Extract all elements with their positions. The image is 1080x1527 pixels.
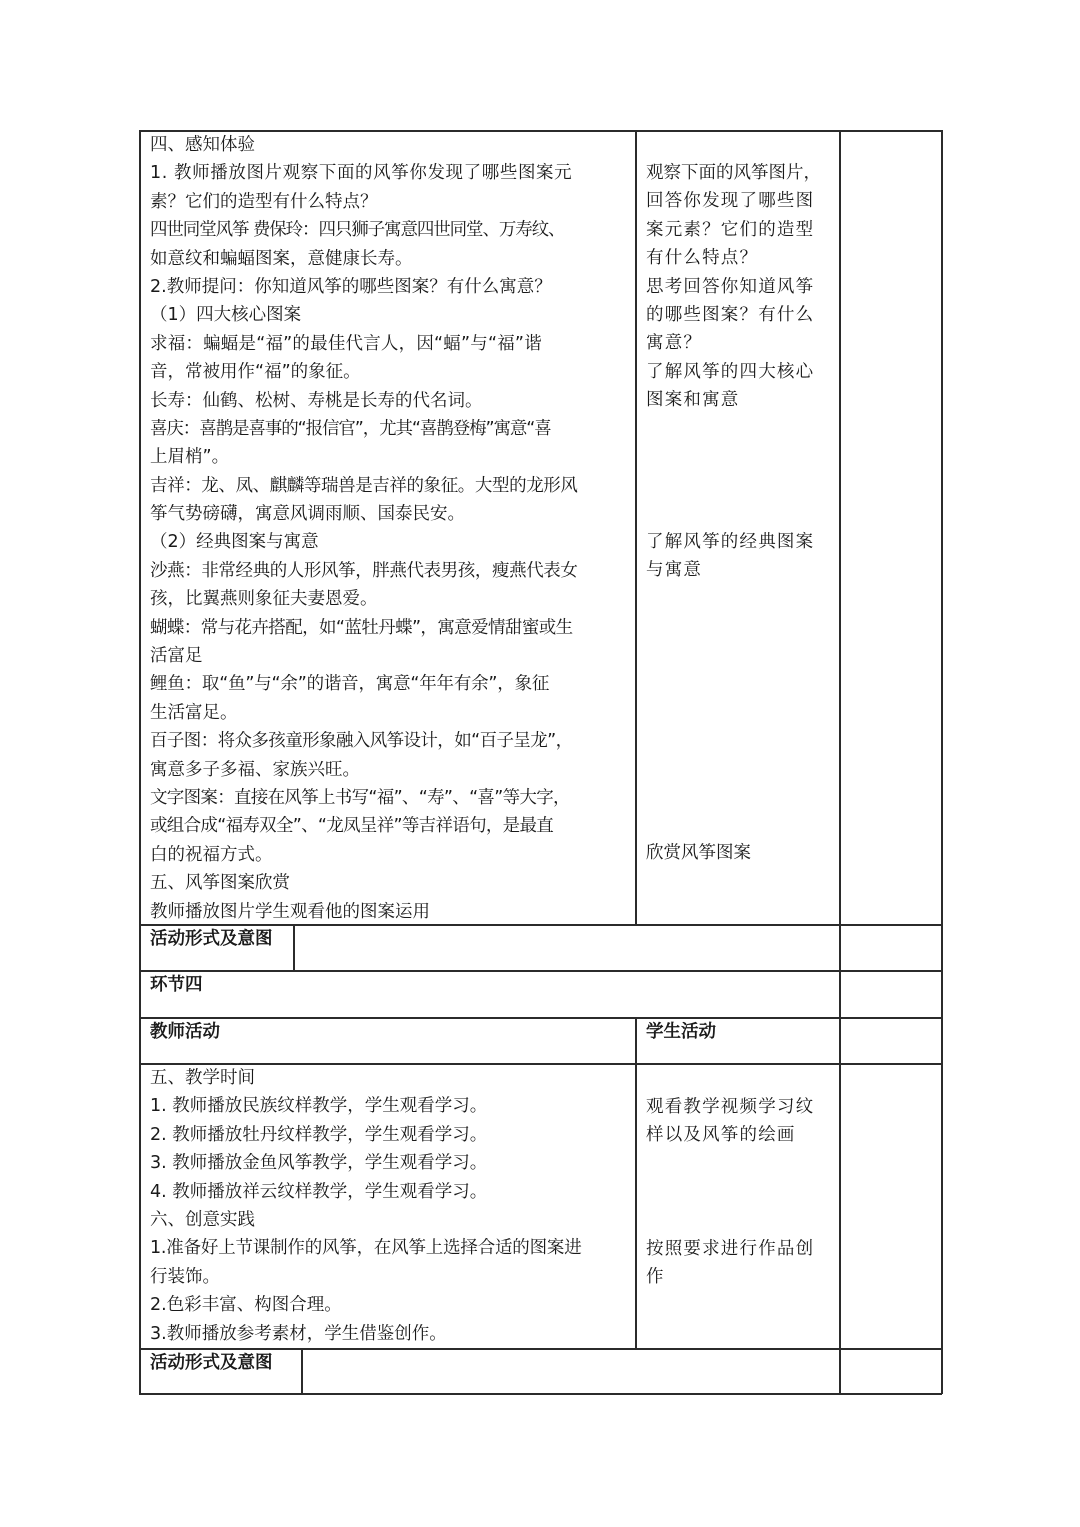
section-heading: 五、教学时间 bbox=[150, 1068, 255, 1088]
text-line: 音，常被用作“福”的象征。 bbox=[150, 362, 361, 383]
text-line: 2.色彩丰富、构图合理。 bbox=[150, 1295, 342, 1316]
activity-form-divider bbox=[301, 1348, 303, 1394]
text-line: 筝气势磅礴，寓意风调雨顺、国泰民安。 bbox=[150, 504, 465, 525]
table-divider bbox=[139, 970, 942, 972]
section-heading: 五、风筝图案欣赏 bbox=[150, 873, 290, 894]
text-line: 四世同堂风筝 费保玲：四只狮子寓意四世同堂、万寿纹、 bbox=[150, 220, 565, 241]
text-line: 寓意多子多福、家族兴旺。 bbox=[150, 759, 360, 780]
text-line: 3.教师播放参考素材，学生借鉴创作。 bbox=[150, 1323, 447, 1344]
table-border-bottom bbox=[139, 1393, 942, 1395]
text-line: 欣赏风筝图案 bbox=[646, 843, 751, 863]
text-line: 了解风筝的四大核心 bbox=[646, 361, 815, 382]
text-line: 孩，比翼燕则象征夫妻恩爱。 bbox=[150, 589, 378, 610]
text-line: 百子图：将众多孩童形象融入风筝设计，如“百子呈龙”， bbox=[150, 731, 573, 752]
text-line: 思考回答你知道风筝 bbox=[646, 276, 815, 297]
student-activity-perception bbox=[646, 159, 832, 415]
text-line: 案元素？它们的造型 bbox=[646, 219, 815, 240]
teacher-activity-practice bbox=[150, 1064, 627, 1348]
list-item: 4. 教师播放祥云纹样教学，学生观看学习。 bbox=[150, 1181, 488, 1202]
text-line: 吉祥：龙、凤、麒麟等瑞兽是吉祥的象征。大型的龙形风 bbox=[150, 475, 578, 496]
teacher-activity-header: 教师活动 bbox=[150, 1022, 220, 1042]
activity-form-label: 活动形式及意图 bbox=[150, 1353, 273, 1373]
text-line: 喜庆：喜鹊是喜事的“报信官”，尤其“喜鹊登梅”寓意“喜 bbox=[150, 418, 551, 439]
text-line: 生活富足。 bbox=[150, 702, 238, 723]
subsection-heading: （1）四大核心图案 bbox=[150, 305, 302, 326]
text-line: 与寓意 bbox=[646, 560, 703, 581]
text-line: 了解风筝的经典图案 bbox=[646, 532, 815, 552]
column-divider-student bbox=[635, 1017, 637, 1349]
text-line: 按照要求进行作品创 bbox=[646, 1239, 815, 1259]
text-line: 素？它们的造型有什么特点？ bbox=[150, 191, 378, 212]
activity-form-label: 活动形式及意图 bbox=[150, 929, 273, 949]
text-line: 观看教学视频学习纹 bbox=[646, 1097, 815, 1117]
activity-form-divider bbox=[293, 924, 295, 971]
student-activity-create bbox=[646, 1235, 832, 1292]
text-line: 回答你发现了哪些图 bbox=[646, 191, 815, 212]
text-line: 的哪些图案？有什么 bbox=[646, 304, 815, 325]
table-border-right bbox=[941, 130, 943, 1394]
column-divider-student bbox=[635, 130, 637, 925]
text-line: 有什么特点？ bbox=[646, 248, 759, 269]
column-divider-notes bbox=[839, 130, 841, 1394]
section-heading: 六、创意实践 bbox=[150, 1209, 255, 1230]
text-line: 图案和寓意 bbox=[646, 390, 740, 411]
text-line: 文字图案：直接在风筝上书写“福”、“寿”、“喜”等大字， bbox=[150, 787, 570, 808]
text-line-content: 1. 教师播放图片观察下面的风筝你发现了哪些图案元 bbox=[150, 163, 573, 184]
subsection-heading: （2）经典图案与寓意 bbox=[150, 532, 319, 553]
table-border-left bbox=[139, 130, 141, 1394]
text-line: 如意纹和蝙蝠图案，意健康长寿。 bbox=[150, 248, 413, 269]
text-line: 或组合成“福寿双全”、“龙凤呈祥”等吉祥语句，是最直 bbox=[150, 816, 554, 837]
text-line: 沙燕：非常经典的人形风筝，胖燕代表男孩，瘦燕代表女 bbox=[150, 560, 578, 581]
section-heading: 四、感知体验 bbox=[150, 135, 255, 155]
text-line: 活富足 bbox=[150, 646, 203, 667]
text-line: 鲤鱼：取“鱼”与“余”的谐音，寓意“年年有余”，象征 bbox=[150, 674, 550, 695]
teacher-activity-perception bbox=[150, 131, 627, 926]
list-item: 3. 教师播放金鱼风筝教学，学生观看学习。 bbox=[150, 1153, 488, 1174]
table-divider bbox=[139, 1017, 942, 1019]
text-line: 2.教师提问：你知道风筝的哪些图案？有什么寓意？ bbox=[150, 276, 552, 297]
text-line: 教师播放图片学生观看他的图案运用 bbox=[150, 901, 430, 922]
text-line: 观察下面的风筝图片， bbox=[646, 163, 821, 183]
student-activity-header: 学生活动 bbox=[646, 1022, 716, 1042]
text-line: 寓意？ bbox=[646, 333, 703, 354]
text-line: 行装饰。 bbox=[150, 1266, 220, 1287]
text-line: 长寿：仙鹤、松树、寿桃是长寿的代名词。 bbox=[150, 390, 483, 411]
student-activity-appreciate bbox=[646, 839, 832, 867]
text-line: 上眉梢”。 bbox=[150, 447, 230, 468]
text-line: 白的祝福方式。 bbox=[150, 844, 273, 865]
text-line: 样以及风筝的绘画 bbox=[646, 1125, 796, 1146]
text-line: 蝴蝶：常与花卉搭配，如“蓝牡丹蝶”，寓意爱情甜蜜或生 bbox=[150, 617, 573, 638]
student-activity-classic bbox=[646, 528, 832, 585]
text-line: 求福：蝙蝠是“福”的最佳代言人，因“蝠”与“福”谐 bbox=[150, 333, 542, 354]
list-item: 1. 教师播放民族纹样教学，学生观看学习。 bbox=[150, 1096, 488, 1117]
text-line bbox=[150, 159, 627, 187]
student-activity-video bbox=[646, 1093, 832, 1150]
text-line: 1.准备好上节课制作的风筝，在风筝上选择合适的图案进 bbox=[150, 1238, 582, 1259]
list-item: 2. 教师播放牡丹纹样教学，学生观看学习。 bbox=[150, 1124, 488, 1145]
text-line: 作 bbox=[646, 1267, 665, 1288]
segment-title: 环节四 bbox=[150, 975, 203, 995]
